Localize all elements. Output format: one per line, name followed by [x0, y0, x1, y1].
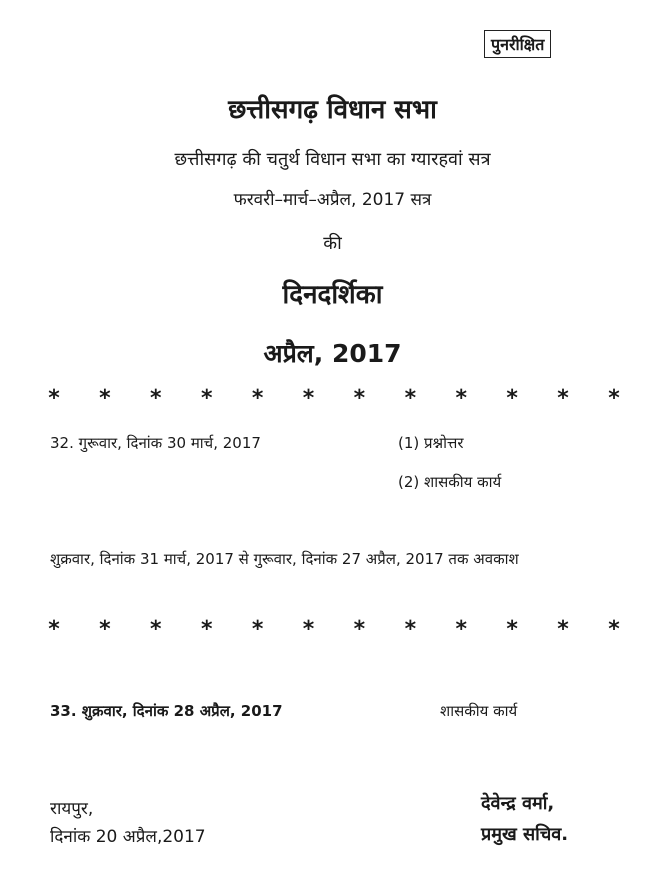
star: * [150, 617, 162, 642]
schedule-entry-32-item-1: (1) प्रश्नोत्तर [398, 434, 464, 452]
star: * [353, 617, 366, 642]
star-separator-bottom [48, 617, 620, 642]
calendar-month: अप्रैल, 2017 [263, 339, 402, 368]
star: * [99, 386, 111, 411]
star: * [48, 617, 60, 642]
assembly-session-line: छत्तीसगढ़ की चतुर्थ विधान सभा का ग्यारहवां सत्र [174, 149, 491, 170]
connector-text: की [323, 233, 342, 254]
calendar-heading: दिनदर्शिका [282, 280, 383, 310]
revised-stamp: पुनरीक्षित [484, 30, 551, 58]
star: * [302, 617, 315, 642]
holiday-notice: शुक्रवार, दिनांक 31 मार्च, 2017 से गुरूवार, दिनांक 27 अप्रैल, 2017 तक अवकाश [50, 550, 519, 568]
star: * [404, 386, 417, 411]
session-period: फरवरी–मार्च–अप्रैल, 2017 सत्र [233, 190, 432, 210]
star: * [150, 386, 162, 411]
star: * [251, 386, 264, 411]
star: * [455, 386, 467, 411]
document-title: छत्तीसगढ़ विधान सभा [228, 95, 437, 125]
issue-place: रायपुर, [50, 799, 94, 819]
star: * [353, 386, 366, 411]
issue-date: दिनांक 20 अप्रैल,2017 [50, 827, 206, 847]
star-separator-top [48, 386, 620, 411]
star: * [506, 617, 518, 642]
star: * [251, 617, 264, 642]
star: * [557, 617, 569, 642]
schedule-entry-32-date: 32. गुरूवार, दिनांक 30 मार्च, 2017 [50, 434, 261, 452]
star: * [200, 386, 213, 411]
schedule-entry-33-item: शासकीय कार्य [440, 702, 518, 720]
schedule-entry-32-item-2: (2) शासकीय कार्य [398, 473, 502, 491]
star: * [48, 386, 60, 411]
star: * [608, 617, 620, 642]
star: * [506, 386, 518, 411]
star: * [99, 617, 111, 642]
schedule-entry-33-date: 33. शुक्रवार, दिनांक 28 अप्रैल, 2017 [50, 702, 283, 720]
star: * [455, 617, 467, 642]
signatory-designation: प्रमुख सचिव. [481, 824, 569, 845]
star: * [608, 386, 620, 411]
star: * [302, 386, 315, 411]
star: * [200, 617, 213, 642]
signatory-name: देवेन्द्र वर्मा, [481, 793, 555, 814]
star: * [557, 386, 569, 411]
star: * [404, 617, 417, 642]
